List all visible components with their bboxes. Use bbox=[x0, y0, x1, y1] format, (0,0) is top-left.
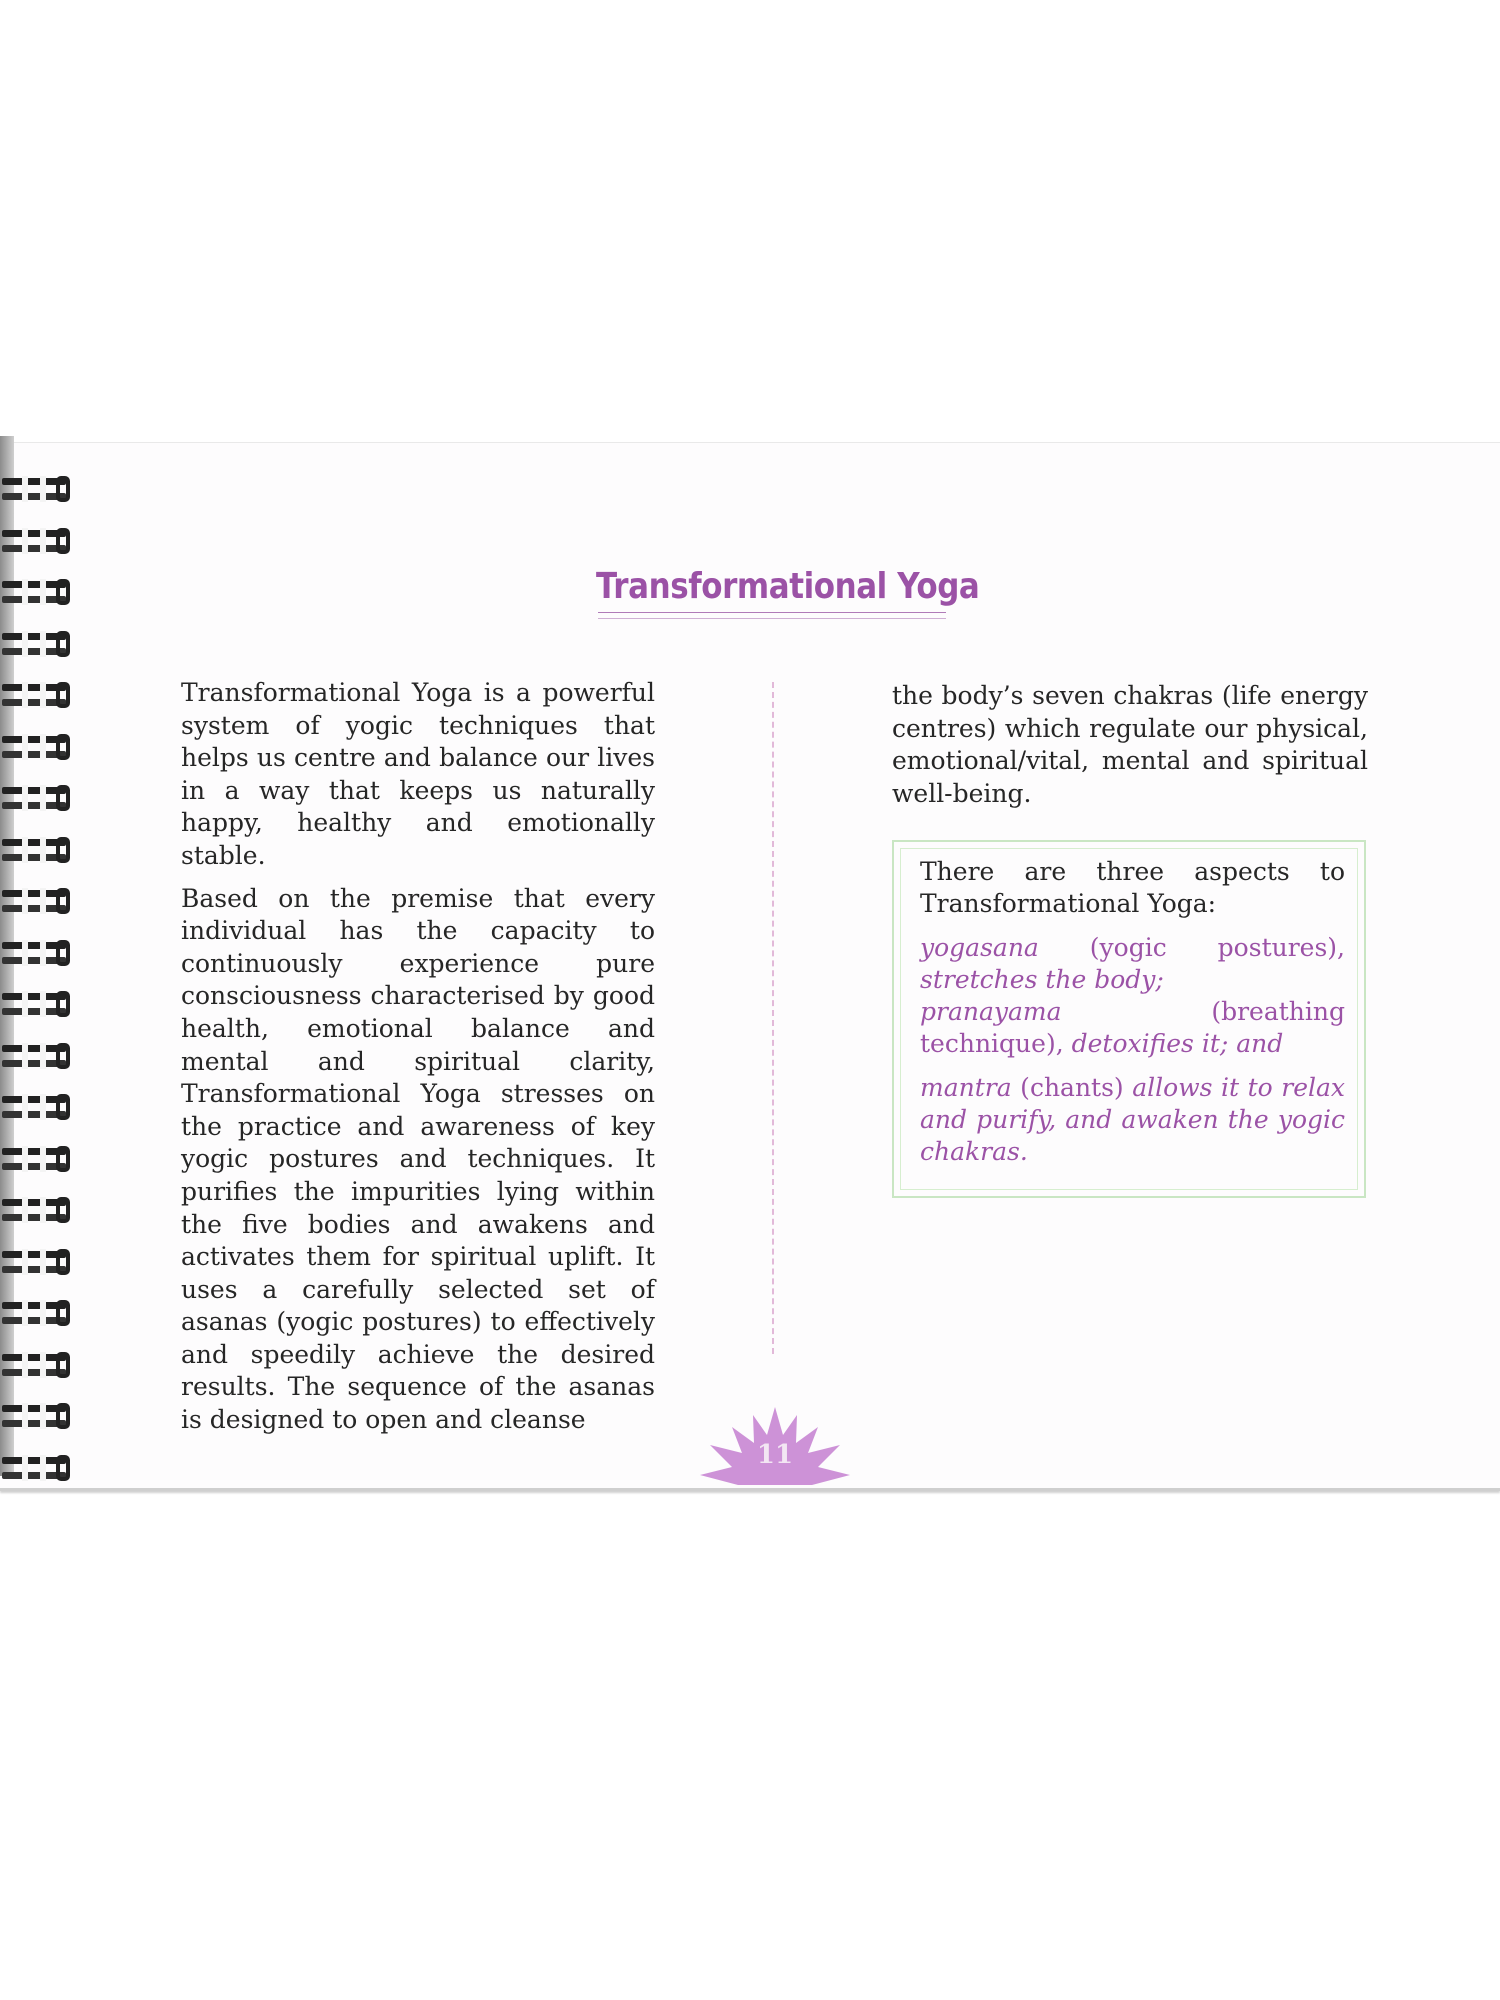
column-divider bbox=[772, 682, 774, 1354]
binding-coil bbox=[0, 1041, 76, 1071]
aspect-pranayama bbox=[920, 996, 1345, 1060]
aspect-description: stretches the body; bbox=[920, 965, 1164, 994]
left-column bbox=[181, 677, 655, 1437]
binding-coil bbox=[0, 680, 76, 710]
aspect-gloss: (breathing technique), bbox=[920, 997, 1345, 1058]
binding-coil bbox=[0, 1350, 76, 1380]
premise-paragraph: Based on the premise that every individual has the capacity to continuously experience pure consciousness characterised by good health, emotional balance and mental and spiritual clarity, Transformational Yoga stresses on the practice and awareness of key yogic postures and techniques. It purifies the impurities lying within the five bodies and awakens and activates them for spiritual uplift. It uses a carefully selected set of asanas (yogic postures) to effectively and speedily achieve the desired results. The sequence of the asanas is designed to open and cleanse bbox=[181, 883, 655, 1435]
aspect-term: mantra bbox=[920, 1073, 1012, 1102]
aspect-description: detoxifies it; and bbox=[1071, 1029, 1284, 1058]
aspect-term: yogasana bbox=[920, 933, 1039, 962]
binding-coil bbox=[0, 1401, 76, 1431]
aspects-box bbox=[892, 840, 1366, 1198]
binding-coil bbox=[0, 938, 76, 968]
page-title: Transformational Yoga bbox=[596, 566, 980, 607]
binding-coil bbox=[0, 526, 76, 556]
binding-coil bbox=[0, 886, 76, 916]
right-column bbox=[892, 680, 1368, 810]
aspect-mantra bbox=[920, 1072, 1345, 1168]
aspect-term: pranayama bbox=[920, 997, 1062, 1026]
binding-coil bbox=[0, 783, 76, 813]
binding-coil bbox=[0, 732, 76, 762]
aspect-gloss: (yogic postures), bbox=[1038, 933, 1345, 962]
binding-coil bbox=[0, 1247, 76, 1277]
page-number: 11 bbox=[756, 1440, 794, 1470]
binding-coil bbox=[0, 474, 76, 504]
binding-coil bbox=[0, 835, 76, 865]
title-underline bbox=[598, 612, 946, 619]
binding-coil bbox=[0, 1453, 76, 1483]
aspect-yogasana bbox=[920, 932, 1345, 996]
binding-coil bbox=[0, 629, 76, 659]
aspect-gloss: (chants) bbox=[1011, 1073, 1133, 1102]
aspects-intro: There are three aspects to Transformational Yoga: bbox=[920, 857, 1345, 918]
aspect-description: allows it to relax and purify, and awaken the yogic chakras. bbox=[920, 1073, 1345, 1166]
binding-coil bbox=[0, 989, 76, 1019]
continuation-paragraph: the body’s seven chakras (life energy centres) which regulate our physical, emotional/vital, mental and spiritual well-being. bbox=[892, 681, 1368, 808]
binding-coil bbox=[0, 1195, 76, 1225]
binding-coil bbox=[0, 1298, 76, 1328]
binding-coil bbox=[0, 1144, 76, 1174]
aspects-box-text bbox=[920, 856, 1345, 1168]
intro-paragraph: Transformational Yoga is a powerful system of yogic techniques that helps us centre and balance our lives in a way that keeps us naturally happy, healthy and emotionally stable. bbox=[181, 678, 655, 870]
binding-coil bbox=[0, 1092, 76, 1122]
binding-coil bbox=[0, 577, 76, 607]
